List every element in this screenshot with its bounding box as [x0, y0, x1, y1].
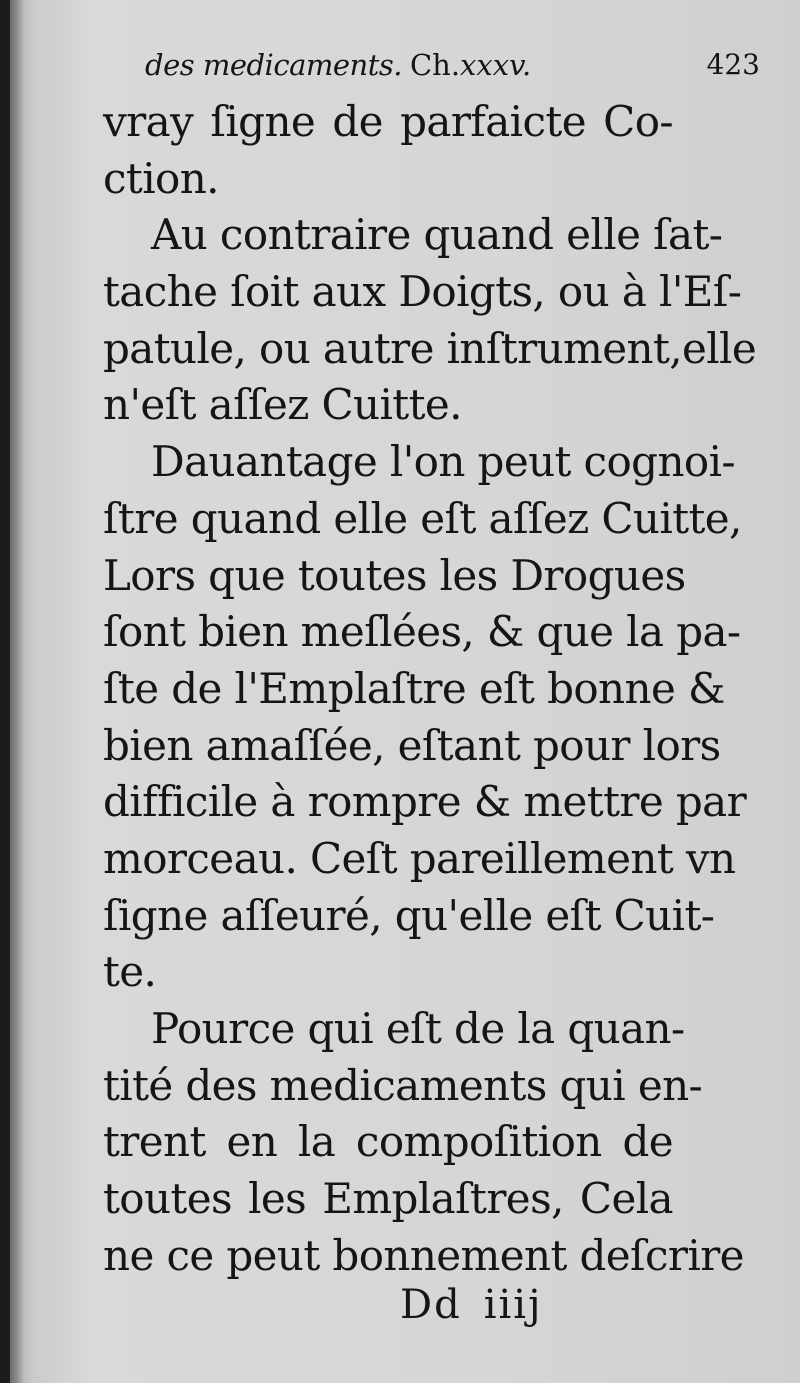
binding-shadow: [10, 0, 24, 1383]
text-line: ſtre quand elle eſt aſſez Cuitte,: [103, 493, 742, 543]
page-number: 423: [706, 48, 760, 81]
signature-letters: Dd: [400, 1282, 462, 1328]
chapter-prefix: Ch.: [409, 48, 461, 82]
body-text: [103, 94, 757, 1284]
text-line: ſont bien meſlées, & que la pa-: [103, 607, 741, 657]
paragraph-start-line: Dauantage l'on peut cognoi-: [151, 437, 736, 487]
running-head: [145, 48, 760, 98]
paragraph-start-line: Au contraire quand elle ſat-: [151, 210, 723, 260]
book-page: [10, 0, 800, 1383]
chapter-number: xxxv.: [460, 48, 532, 82]
text-line: trent en la compoſition de: [103, 1117, 673, 1167]
text-line: vray ſigne de parfaicte Co-: [103, 97, 673, 146]
text-line: bien amaſſée, eſtant pour lors: [103, 720, 721, 770]
paragraph-start-line: Pource qui eſt de la quan-: [151, 1004, 685, 1053]
text-line: te.: [103, 947, 157, 997]
text-line: difficile à rompre & mettre par: [103, 777, 747, 827]
chapter-label: [410, 48, 531, 82]
text-line: tache ſoit aux Doigts, ou à l'Eſ-: [103, 267, 742, 317]
text-line: ſigne aſſeuré, qu'elle eſt Cuit-: [103, 890, 715, 940]
text-line: ne ce peut bonnement deſcrire: [103, 1230, 744, 1280]
text-line: Lors que toutes les Drogues: [103, 550, 686, 600]
text-line: toutes les Emplaſtres, Cela: [103, 1174, 673, 1224]
text-line: ction.: [103, 153, 219, 203]
signature-mark: [400, 1282, 542, 1328]
text-line: tité des medicaments qui en-: [103, 1060, 703, 1110]
running-title: des medicaments.: [145, 48, 402, 82]
text-line: ſte de l'Emplaſtre eſt bonne &: [103, 663, 725, 713]
text-line: n'eſt aſſez Cuitte.: [103, 380, 462, 430]
text-line: patule, ou autre inſtrument,elle: [103, 323, 757, 373]
signature-number: iiij: [483, 1282, 543, 1328]
text-line: morceau. Ceſt pareillement vn: [103, 833, 736, 883]
